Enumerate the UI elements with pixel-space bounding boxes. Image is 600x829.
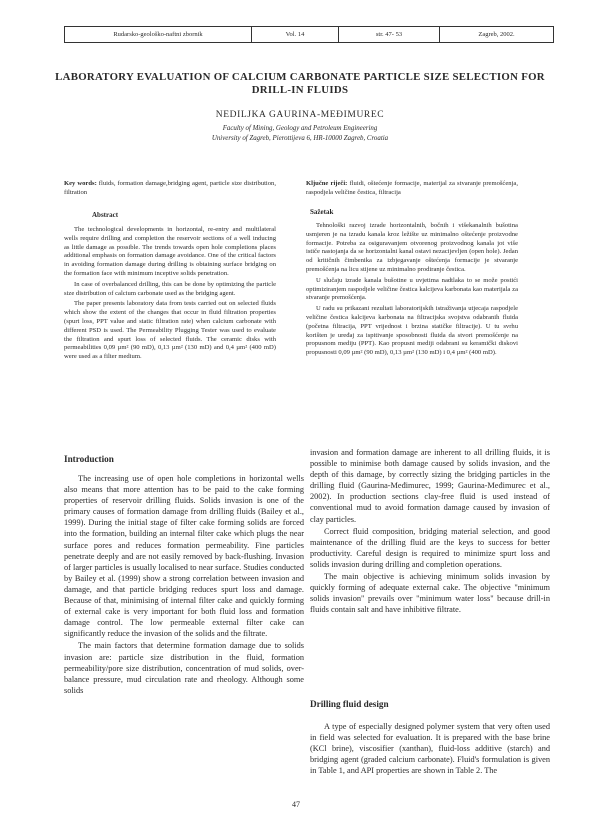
sazetak-heading: Sažetak [310, 208, 334, 216]
place-date: Zagreb, 2002. [478, 31, 515, 38]
body-paragraph: The main objective is achieving minimum solids invasion by quickly forming of adequate external cake. The objective "minimum solids invasion" prevails over "minimum water loss" because drill-in fluids contain salt and have inhibitive filtrate. [310, 572, 550, 615]
abstract-paragraph: The technological developments in horizontal, re-entry and multilateral wells require drilling and completion the reservoir sections of a well inducing as little damage as possible. The trends towards open hole completions places additional emphasis on formation damage avoidance. One of the critical factors in avoiding formation damage during drilling is obtaining surface bridging on the formation face with minimum inceptive solids penetration. [64, 226, 276, 277]
author: NEDILJKA GAURINA-MEĐIMUREC [215, 110, 385, 120]
page-number: 47 [292, 800, 300, 809]
abstract-paragraph: Tehnološki razvoj izrade horizontalnih, bočnih i višekanalnih bušotina usmjeren je na izradu kanala kroz ležište uz minimalno oštećenje proizvodne formacije. Potreba za osiguravanjem otvorenog proizvodnog kanala jot više ističe nastojanja da se horizontalni kanal ostavi nezacijevljen (open hole). Jedan od kritičnih čimbenika za izbjegavanje oštećenja formacije je stvaranje premošćenja na licu stijene uz minimalno prodiranje čestica. [306, 222, 518, 273]
abstract-paragraph: U radu su prikazani rezultati laboratorijskih istraživanja utjecaja raspodjele veličine čestica kalcijeva karbonata na filtracijska svojstva odabranih fluida (početna filtracija, PPT vrijednost i brzina statičke filtracije). U tu svrhu korišten je uređaj za ispitivanje sposobnosti fluida da stvori premošćenje na propusnom mediju (PPT). Kao propusni mediji odabrani su keramički diskovi propusnosti 0,09 µm² (90 mD), 0,13 µm² (130 mD) i 0,4 µm² (400 mD). [306, 305, 518, 357]
drilling-fluid-design-heading: Drilling fluid design [310, 699, 389, 709]
keywords-text: fluidi, oštećenje formacije, materijal za stvaranje premošćenja, raspodjela veličine čestica, filtracija [306, 180, 518, 196]
affiliation [40, 124, 560, 143]
volume: Vol. 14 [252, 27, 339, 42]
journal-name: Rudarsko-geološko-naftni zbornik [65, 27, 252, 42]
keywords-label: Key words: [64, 180, 97, 187]
body-paragraph: A type of especially designed polymer system that very often used in field was selected for evaluation. It is prepared with the base brine (KCl brine), viscosifier (xanthan), fluid-loss additive (starch) and bridging agent (graded calcium carbonate). Fluid's formulation is given in Table 1, and API properties are shown in Table 2. The [310, 722, 550, 776]
abstract-heading: Abstract [92, 211, 119, 219]
paper-title: LABORATORY EVALUATION OF CALCIUM CARBONATE PARTICLE SIZE SELECTION FOR DRILL-IN FLUIDS [55, 71, 545, 96]
introduction-right-column [310, 447, 550, 616]
body-paragraph: The increasing use of open hole completions in horizontal wells also means that more attention has to be paid to the cake forming properties of reservoir drilling fluids. Solids invasion is one of the primary causes of formation damage from drilling fluids (Bailey et al., 1999). During the initial stage of filter cake forming solids are forced into the formation, building an internal filter cake which plugs the near surface pores and reduces formation permeability. Fine particles penetrate deeply and are not easily removed by back-flushing. Invasion of larger particles is usually localised to near surface. Studies conducted by Bailey et al. (1999) show a strong correlation between invasion and damage, and that particle bridging reduces spurt loss and damage. Because of that, minimising of internal filter cake and quickly forming of external cake is very important for both fluid loss and formation damage control. The low permeable external filter cake can significantly reduce the invasion of the solids and the filtrate. [64, 474, 304, 639]
affiliation-line: Faculty of Mining, Geology and Petroleum Engineering [222, 125, 378, 132]
affiliation-line: University of Zagreb, Pierottijeva 6, HR-10000 Zagreb, Croatia [211, 134, 389, 142]
body-paragraph: invasion and formation damage are inherent to all drilling fluids, it is possible to minimise both damage caused by solids invasion, and the depth of this damage, by correctly sizing the bridging particles in the drilling fluid (Gaurina-Međimurec, 1999; Gaurina-Međimurec et al., 2002). In production sections clay-free fluid is used instead of conventional mud to avoid formation damage caused by invasion of clay particles. [310, 448, 550, 524]
english-abstract [64, 226, 276, 364]
body-paragraph: Correct fluid composition, bridging material selection, and good maintenance of the drilling fluid are the keys to success for better productivity. Careful design is required to minimize spurt loss and solids invasion during drilling and completion operations. [310, 526, 550, 569]
abstract-paragraph: In case of overbalanced drilling, this can be done by optimizing the particle size distribution of calcium carbonate used as the bridging agent. [64, 280, 276, 297]
croatian-abstract [306, 222, 518, 360]
english-keywords [64, 180, 276, 198]
abstract-paragraph: U slučaju izrade kanala bušotine u uvjetima nadtlaka to se može postići optimiziranjem raspodjele veličine čestica kalcijeva karbonata kao materijala za stvaranje premošćenja. [306, 276, 518, 302]
introduction-heading: Introduction [64, 454, 114, 464]
journal-header [64, 26, 554, 43]
keywords-label: Ključne riječi: [306, 180, 348, 187]
body-paragraph: The main factors that determine formation damage due to solids invasion are: particle size distribution in the fluid, formation permeability/pore size distribution, concentration of mud solids, over-balance pressure, mud circulation rate and rheology. Although some solids [64, 641, 304, 695]
page-range: str. 47- 53 [339, 27, 440, 42]
keywords-text: fluids, formation damage,bridging agent, particle size distribution, filtration [64, 180, 276, 196]
drilling-fluid-design-text [310, 721, 550, 777]
introduction-left-column [64, 473, 304, 697]
croatian-keywords [306, 180, 518, 198]
abstract-paragraph: The paper presents laboratory data from tests carried out on selected fluids which show the extent of the changes that occur in fluid filtration properties (spurt loss, PPT value and static filtration rate) when calcium carbonate with different PSD is used. The Permeability Plugging Tester was used to evaluate the filtration and spurt loss of selected fluids. The ceramic disks with permeabilities 0,09 µm² (90 mD), 0,13 µm² (130 mD) and 0,4 µm² (400 mD) were used as a filter medium. [64, 300, 276, 361]
